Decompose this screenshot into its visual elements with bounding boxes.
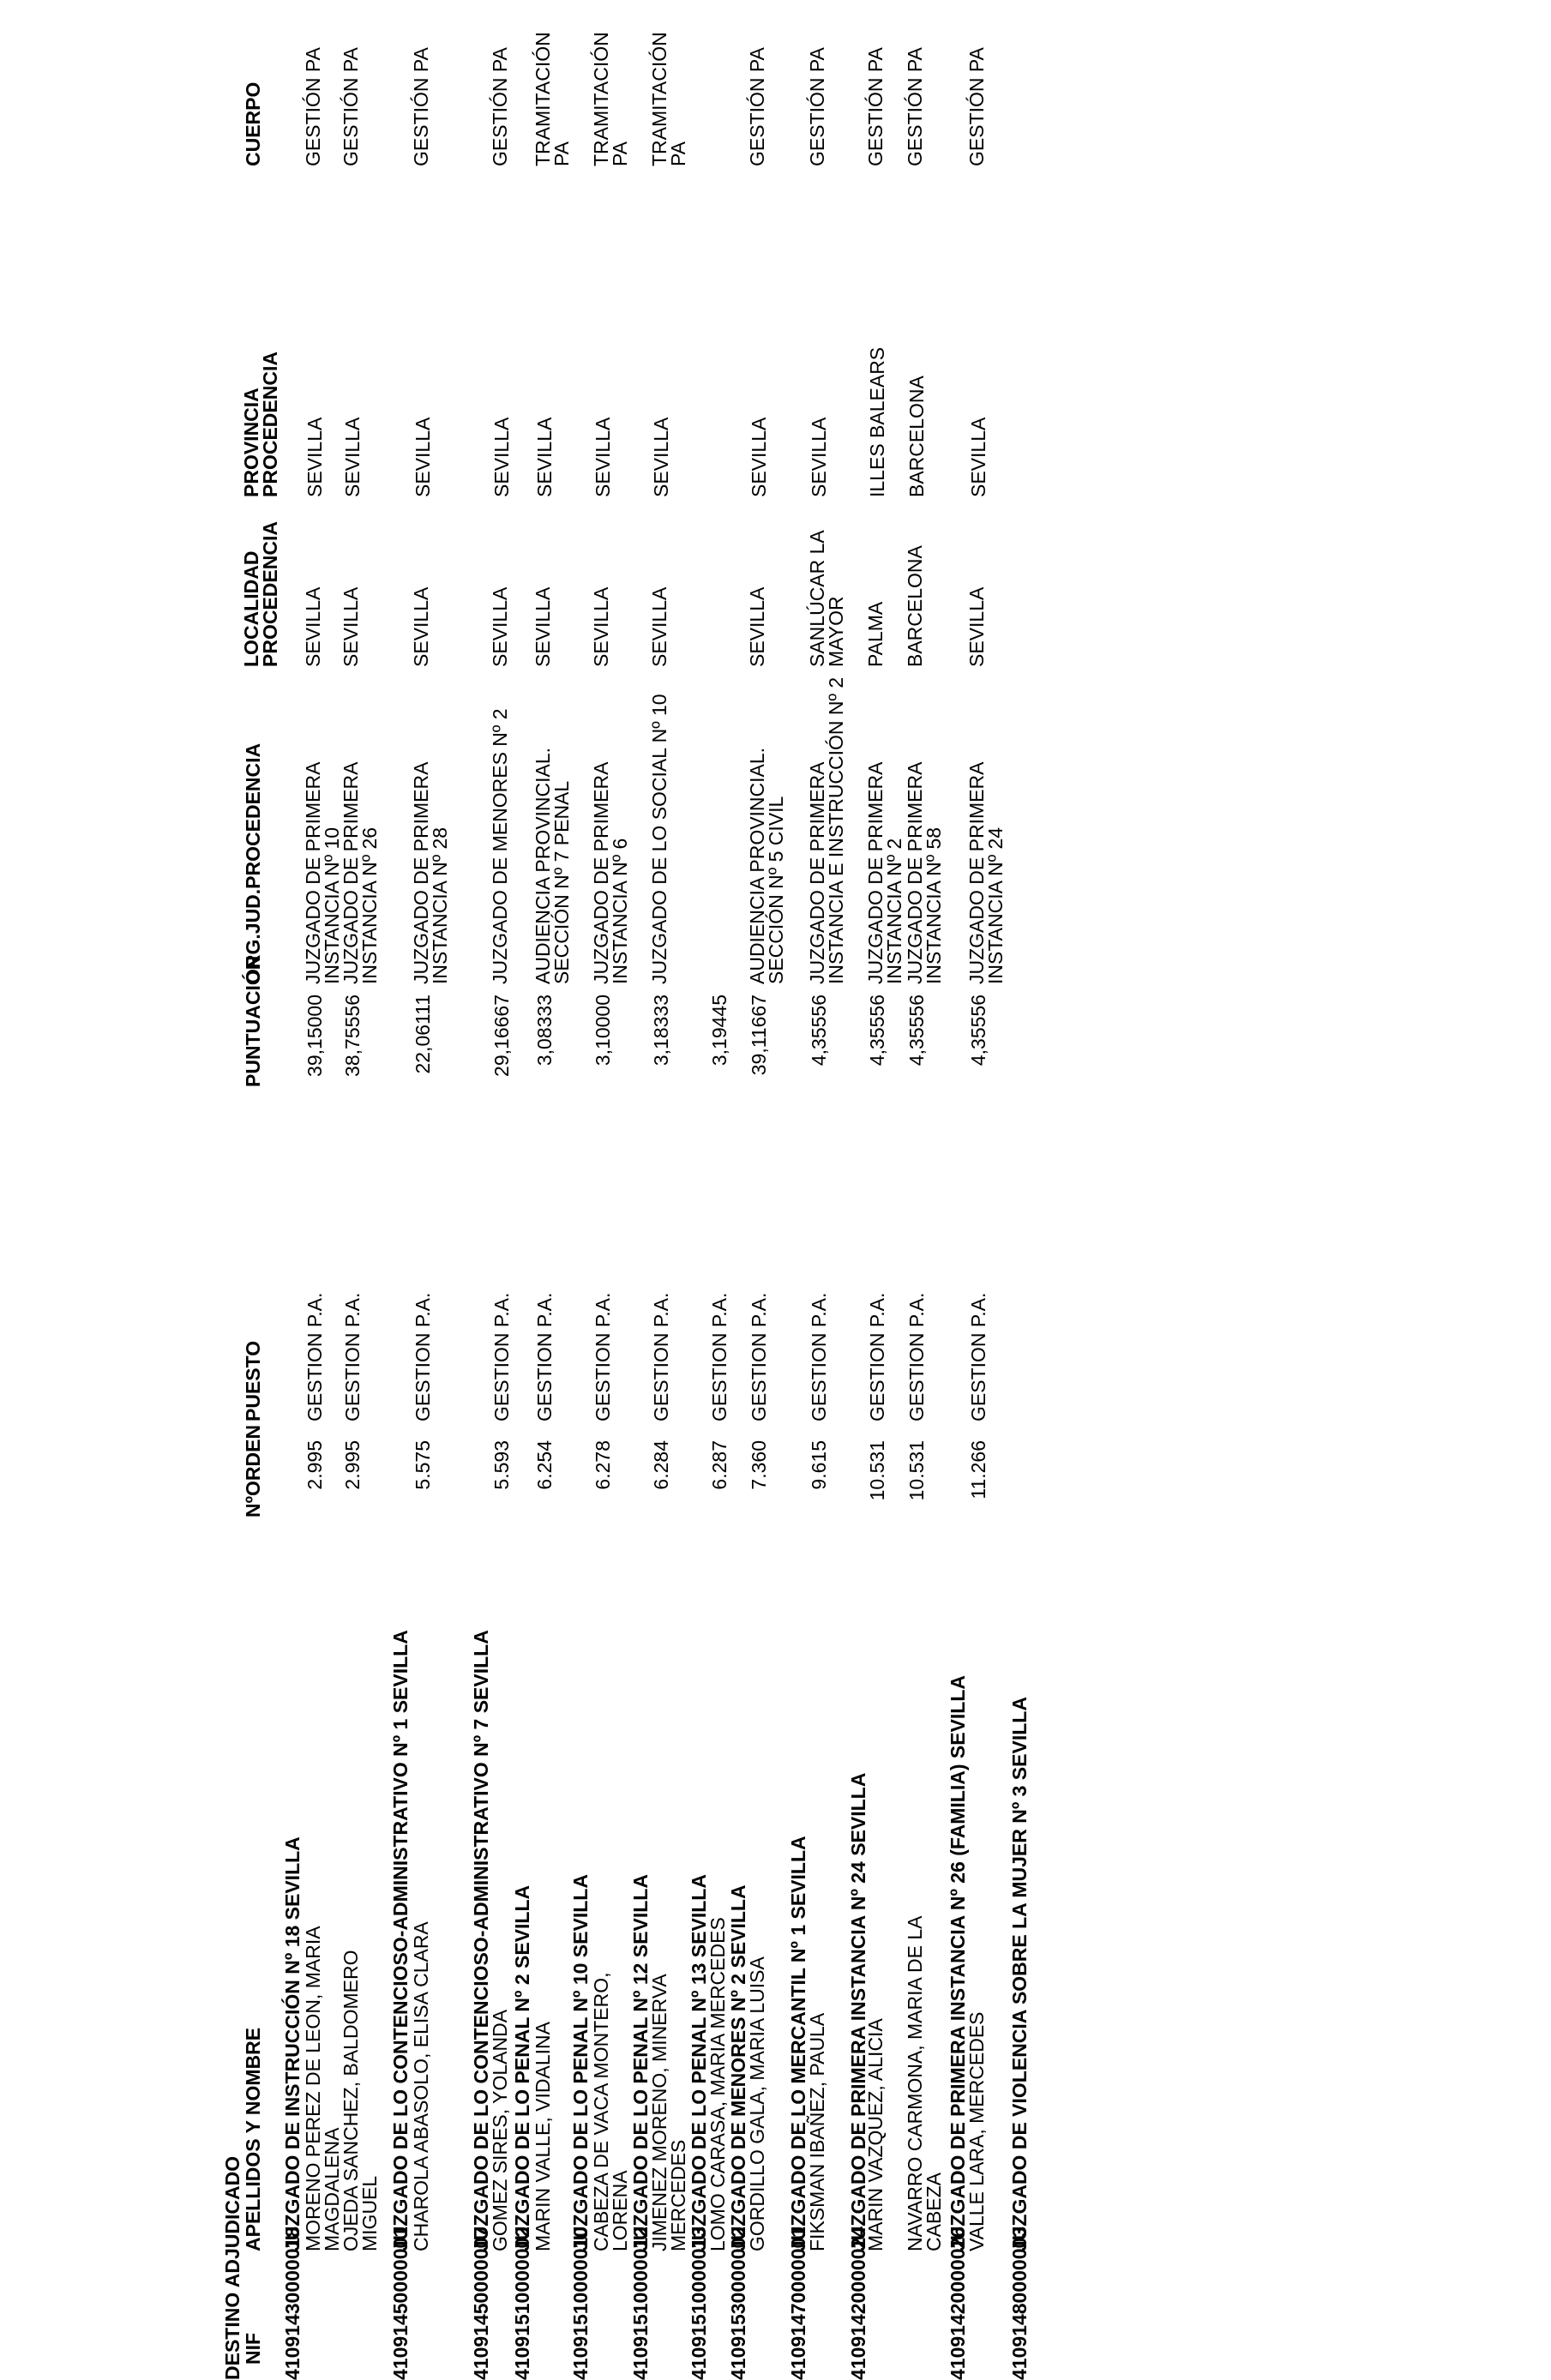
group-title: JUZGADO DE VIOLENCIA SOBRE LA MUJER Nº 3 SEVILLA: [1008, 1697, 1031, 2251]
row-puntuacion: 4,35556: [905, 995, 928, 1067]
group-title: JUZGADO DE LO PENAL Nº 12 SEVILLA: [629, 1874, 652, 2251]
col-header-localidad: LOCALIDAD PROCEDENCIA: [240, 521, 281, 667]
row-org: JUZGADO DE PRIMERA INSTANCIA Nº 24: [965, 762, 1007, 984]
col-header-cuerpo: CUERPO: [242, 81, 264, 166]
row-norden: 6.278: [592, 1440, 614, 1490]
row-localidad: PALMA: [864, 601, 887, 667]
row-puesto: GESTION P.A.: [341, 1292, 364, 1421]
row-localidad: SEVILLA: [590, 586, 612, 667]
row-localidad: SEVILLA: [302, 586, 324, 667]
row-provincia: ILLES BALEARS: [866, 346, 888, 497]
row-localidad: BARCELONA: [904, 545, 926, 667]
row-org: JUZGADO DE PRIMERA INSTANCIA Nº 6: [590, 762, 631, 984]
row-localidad: SANLÚCAR LA MAYOR: [806, 531, 847, 667]
col-header-puesto: PUESTO: [242, 1340, 264, 1421]
row-provincia: SEVILLA: [808, 417, 830, 497]
row-puesto: GESTION P.A.: [905, 1292, 928, 1421]
row-localidad: SEVILLA: [746, 586, 768, 667]
row-nombre: CABEZA DE VACA MONTERO, LORENA: [590, 1972, 631, 2251]
group-nif: 41091510000010: [569, 2226, 592, 2380]
row-cuerpo: GESTIÓN PA: [489, 47, 511, 166]
row-org: JUZGADO DE PRIMERA INSTANCIA Nº 28: [410, 762, 451, 984]
row-org: JUZGADO DE LO SOCIAL Nº 10: [648, 694, 670, 984]
row-puesto: GESTION P.A.: [592, 1292, 614, 1421]
group-nif: 41091450000007: [470, 2226, 492, 2380]
group-nif: 41091450000001: [389, 2226, 412, 2380]
col-header-nif: NIF: [242, 2332, 264, 2365]
group-title: JUZGADO DE LO PENAL Nº 2 SEVILLA: [511, 1884, 533, 2251]
row-puntuacion: 3,19445: [708, 995, 730, 1067]
group-nif: 41091510000012: [629, 2226, 652, 2380]
group-title: JUZGADO DE PRIMERA INSTANCIA Nº 24 SEVILLA: [847, 1772, 869, 2251]
row-org: JUZGADO DE PRIMERA INSTANCIA Nº 26: [340, 762, 381, 984]
row-puesto: GESTION P.A.: [808, 1292, 830, 1421]
row-puesto: GESTION P.A.: [304, 1292, 326, 1421]
row-norden: 6.284: [650, 1440, 672, 1490]
row-norden: 5.575: [412, 1440, 434, 1490]
row-puesto: GESTION P.A.: [490, 1292, 513, 1421]
row-provincia: SEVILLA: [592, 417, 614, 497]
col-header-puntuacion: PUNTUACIÓN: [242, 955, 264, 1087]
row-puntuacion: 29,16667: [490, 995, 513, 1077]
row-provincia: SEVILLA: [490, 417, 513, 497]
row-norden: 10.531: [866, 1440, 888, 1501]
row-localidad: SEVILLA: [965, 586, 988, 667]
row-org: JUZGADO DE MENORES Nº 2: [489, 708, 511, 984]
group-title: JUZGADO DE LO CONTENCIOSO-ADMINISTRATIVO Nº 7 SEVILLA: [470, 1630, 492, 2251]
group-title: JUZGADO DE MENORES Nº 2 SEVILLA: [727, 1884, 749, 2251]
page-header: DESTINO ADJUDICADO: [221, 2155, 243, 2380]
row-cuerpo: TRAMITACIÓN PA: [532, 32, 573, 166]
row-puntuacion: 39,11667: [748, 995, 770, 1076]
row-nombre: CHAROLA ABASOLO, ELISA CLARA: [410, 1921, 432, 2251]
row-puntuacion: 4,35556: [967, 995, 989, 1067]
row-localidad: SEVILLA: [648, 586, 670, 667]
row-norden: 9.615: [808, 1440, 830, 1490]
row-norden: 11.266: [967, 1440, 989, 1500]
row-localidad: SEVILLA: [532, 586, 554, 667]
row-puntuacion: 4,35556: [866, 995, 888, 1067]
row-org: JUZGADO DE PRIMERA INSTANCIA E INSTRUCCIÓN Nº 2: [806, 676, 847, 984]
row-org: AUDIENCIA PROVINCIAL. SECCIÓN Nº 7 PENAL: [532, 747, 573, 984]
group-nif: 41091470000001: [787, 2226, 809, 2380]
row-provincia: BARCELONA: [905, 376, 928, 497]
row-norden: 2.995: [304, 1440, 326, 1490]
row-cuerpo: GESTIÓN PA: [904, 47, 926, 166]
col-header-norden: NºORDEN: [242, 1424, 264, 1518]
row-cuerpo: GESTIÓN PA: [864, 47, 887, 166]
row-puntuacion: 4,35556: [808, 995, 830, 1067]
group-title: JUZGADO DE PRIMERA INSTANCIA Nº 26 (FAMILIA) SEVILLA: [947, 1674, 969, 2251]
row-puntuacion: 22,06111: [412, 995, 434, 1074]
row-norden: 10.531: [905, 1440, 928, 1501]
row-nombre: OJEDA SANCHEZ, BALDOMERO MIGUEL: [340, 1950, 381, 2251]
row-norden: 6.254: [533, 1440, 556, 1490]
group-nif: 41091510000013: [688, 2226, 710, 2380]
row-norden: 2.995: [341, 1440, 364, 1490]
row-puntuacion: 38,75556: [341, 995, 364, 1077]
row-norden: 6.287: [708, 1440, 730, 1490]
col-header-provincia: PROVINCIA PROCEDENCIA: [240, 352, 281, 497]
row-puntuacion: 39,15000: [304, 995, 326, 1077]
group-nif: 41091430000018: [281, 2226, 304, 2380]
row-provincia: SEVILLA: [412, 417, 434, 497]
row-puesto: GESTION P.A.: [967, 1292, 989, 1421]
row-cuerpo: GESTIÓN PA: [410, 47, 432, 166]
group-nif: 41091420000026: [947, 2226, 969, 2380]
row-cuerpo: GESTIÓN PA: [806, 47, 828, 166]
row-puesto: GESTION P.A.: [866, 1292, 888, 1421]
row-puntuacion: 3,10000: [592, 995, 614, 1067]
row-puesto: GESTION P.A.: [748, 1292, 770, 1421]
row-org: JUZGADO DE PRIMERA INSTANCIA Nº 2: [864, 762, 905, 984]
row-nombre: LOMO CARASA, MARIA MERCEDES: [706, 1917, 729, 2251]
row-provincia: SEVILLA: [304, 417, 326, 497]
row-localidad: SEVILLA: [410, 586, 432, 667]
row-nombre: MORENO PEREZ DE LEON, MARIA MAGDALENA: [302, 1926, 343, 2251]
row-puesto: GESTION P.A.: [650, 1292, 672, 1421]
row-puesto: GESTION P.A.: [708, 1292, 730, 1421]
group-nif: 41091420000024: [847, 2226, 869, 2380]
group-nif: 41091510000002: [511, 2226, 533, 2380]
row-provincia: SEVILLA: [533, 417, 556, 497]
row-cuerpo: GESTIÓN PA: [302, 47, 324, 166]
row-provincia: SEVILLA: [748, 417, 770, 497]
row-org: JUZGADO DE PRIMERA INSTANCIA Nº 10: [302, 762, 343, 984]
row-cuerpo: GESTIÓN PA: [340, 47, 362, 166]
row-nombre: GORDILLO GALA, MARIA LUISA: [746, 1956, 768, 2251]
row-nombre: MARIN VALLE, VIDALINA: [532, 2022, 554, 2251]
group-title: JUZGADO DE LO PENAL Nº 10 SEVILLA: [569, 1874, 592, 2251]
row-nombre: MARIN VAZQUEZ, ALICIA: [864, 2018, 887, 2251]
row-localidad: SEVILLA: [340, 586, 362, 667]
group-title: JUZGADO DE LO CONTENCIOSO-ADMINISTRATIVO Nº 1 SEVILLA: [389, 1630, 412, 2251]
row-cuerpo: GESTIÓN PA: [746, 47, 768, 166]
group-title: JUZGADO DE INSTRUCCIÓN Nº 18 SEVILLA: [281, 1836, 304, 2251]
group-nif: 41091530000002: [727, 2226, 749, 2380]
row-cuerpo: GESTIÓN PA: [965, 47, 988, 166]
row-org: JUZGADO DE PRIMERA INSTANCIA Nº 58: [904, 762, 945, 984]
row-norden: 5.593: [490, 1440, 513, 1490]
row-puntuacion: 3,18333: [650, 995, 672, 1067]
row-org: AUDIENCIA PROVINCIAL. SECCIÓN Nº 5 CIVIL: [746, 747, 787, 984]
row-puesto: GESTION P.A.: [412, 1292, 434, 1421]
row-norden: 7.360: [748, 1440, 770, 1490]
group-nif: 41091480000003: [1008, 2226, 1031, 2380]
row-provincia: SEVILLA: [650, 417, 672, 497]
row-puntuacion: 3,08333: [533, 995, 556, 1067]
group-title: JUZGADO DE LO MERCANTIL Nº 1 SEVILLA: [787, 1836, 809, 2251]
row-nombre: VALLE LARA, MERCEDES: [965, 2011, 988, 2251]
col-header-org: ORG.JUD.PROCEDENCIA: [242, 742, 264, 984]
row-cuerpo: TRAMITACIÓN PA: [590, 32, 631, 166]
row-nombre: JIMENEZ MORENO, MINERVA MERCEDES: [648, 1974, 689, 2251]
group-title: JUZGADO DE LO PENAL Nº 13 SEVILLA: [688, 1874, 710, 2251]
col-header-nombre: APELLIDOS Y NOMBRE: [242, 2027, 264, 2251]
row-nombre: FIKSMAN IBAÑEZ, PAULA: [806, 2012, 828, 2251]
row-cuerpo: TRAMITACIÓN PA: [648, 32, 689, 166]
row-provincia: SEVILLA: [967, 417, 989, 497]
row-localidad: SEVILLA: [489, 586, 511, 667]
row-nombre: NAVARRO CARMONA, MARIA DE LA CABEZA: [904, 1916, 945, 2251]
row-puesto: GESTION P.A.: [533, 1292, 556, 1421]
row-nombre: GOMEZ SIRES, YOLANDA: [489, 2009, 511, 2251]
row-provincia: SEVILLA: [341, 417, 364, 497]
